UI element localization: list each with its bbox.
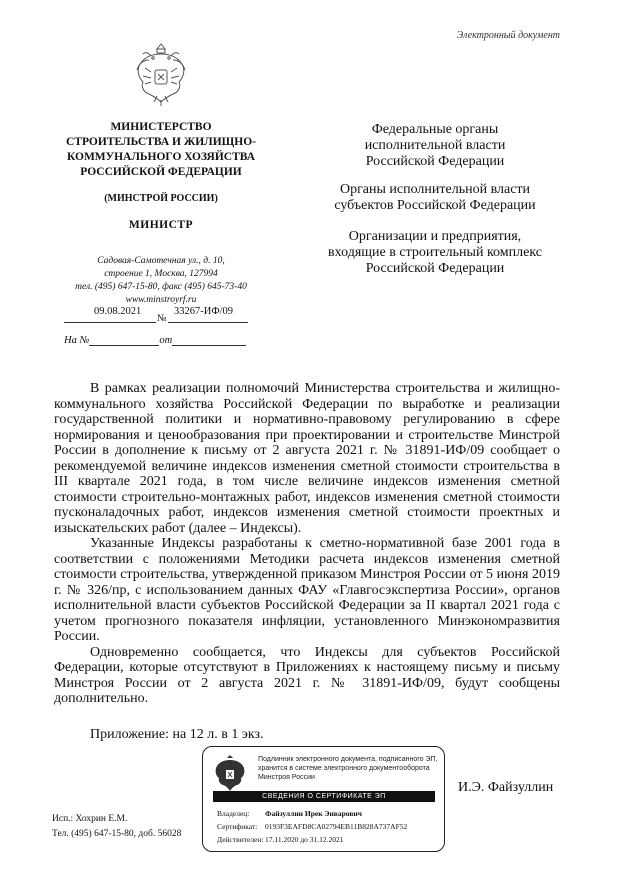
date-underline — [64, 322, 156, 323]
addressee-line: Организации и предприятия, — [348, 229, 522, 244]
owner-label: Владелец: — [217, 809, 250, 818]
number-sign: № — [157, 313, 167, 324]
reply-prefix: На № — [64, 335, 90, 346]
addressee-line: исполнительной власти — [364, 138, 506, 153]
addressee-line: субъектов Российской Федерации — [334, 198, 536, 213]
reply-number-blank — [89, 334, 159, 346]
ministry-title — [52, 120, 270, 180]
ministry-title-line: КОММУНАЛЬНОГО ХОЗЯЙСТВА — [66, 151, 256, 163]
signature-emblem-icon — [213, 753, 247, 793]
executor-phone: Тел. (495) 647-15-80, доб. 56028 — [52, 829, 182, 839]
ministry-title-line: РОССИЙСКОЙ ФЕДЕРАЦИИ — [80, 166, 242, 178]
reply-from: от — [159, 335, 173, 346]
validity-label: Действителен: — [217, 835, 264, 844]
letter-body — [54, 381, 560, 707]
registration-number: 33267-ИФ/09 — [174, 306, 234, 317]
addressee-organizations — [300, 229, 570, 277]
certificate-header: СВЕДЕНИЯ О СЕРТИФИКАТЕ ЭП — [213, 791, 435, 802]
certificate-label: Сертификат: — [217, 822, 258, 831]
executor-name: Исп.: Хохрин Е.М. — [52, 814, 128, 824]
body-paragraph: В рамках реализации полномочий Министерства строительства и жилищно-коммунального хозяйства Российской Федерации по выработке и реализации государственной политики и нормативно-правовому регулированию в сфере нормирования и ценообразования при проектировании и строительстве Минстрой России в дополнение к письму от 2 августа 2021 г. № 31891-ИФ/09 сообщает о рекомендуемой величине индексов изменения сметной стоимости строительства в III квартале 2021 года, в том числе величине индексов изменения сметной стоимости строительно-монтажных работ, индексов изменения сметной стоимости пусконаладочных работ, индексов изменения сметной стоимости проектных и изыскательских работ (далее – Индексы). — [54, 381, 560, 536]
address-line: тел. (495) 647-15-80, факс (495) 645-73-40 — [75, 282, 247, 292]
ministry-title-line: СТРОИТЕЛЬСТВА И ЖИЛИЩНО- — [66, 136, 256, 148]
addressee-line: Российской Федерации — [365, 154, 505, 169]
ministry-title-line: МИНИСТЕРСТВО — [110, 121, 212, 133]
attachment-note: Приложение: на 12 л. в 1 экз. — [90, 727, 264, 742]
body-paragraph: Указанные Индексы разработаны к сметно-нормативной базе 2001 года в соответствии с положениями Методики расчета индексов изменения сметной стоимости строительства, утвержденной приказом Минстроя России от 5 июня 2019 г. № 326/пр, с использованием данных ФАУ «Главгосэкспертиза России», органов исполнительной власти субъектов Российской Федерации за II квартал 2021 года с учетом прогнозного показателя инфляции, установленного Минэкономразвития России. — [54, 536, 560, 644]
website-text: www.minstroyrf.ru — [125, 295, 197, 305]
executor-info — [52, 812, 181, 842]
ministry-address — [52, 255, 270, 307]
addressee-line: Российской Федерации — [365, 261, 505, 276]
coat-of-arms-icon — [133, 40, 189, 108]
position-title: МИНИСТР — [128, 219, 194, 231]
registration-date: 09.08.2021 — [94, 306, 142, 317]
addressee-federal — [300, 122, 570, 170]
number-underline — [168, 322, 248, 323]
certificate-id: 0193F3EAFD8CA02794EB11B828A737AF52 — [265, 822, 408, 831]
signer-name: И.Э. Файзуллин — [458, 780, 554, 795]
addressee-regional — [300, 182, 570, 214]
body-paragraph: Одновременно сообщается, что Индексы для субъектов Российской Федерации, которые отсутствуют в Приложениях к настоящему письму и письму Минстроя России от 2 августа 2021 г. № 31891-ИФ/09, будут сообщены дополнительно. — [54, 644, 560, 706]
electronic-document-label: Электронный документ — [456, 30, 560, 41]
ministry-short-name: (МИНСТРОЙ РОССИИ) — [104, 193, 218, 204]
owner-name: Файзуллин Ирек Энварович — [265, 809, 362, 818]
addressee-line: Органы исполнительной власти — [339, 182, 531, 197]
addressee-line: Федеральные органы — [371, 122, 499, 137]
reply-date-blank — [172, 334, 246, 346]
certificate-details — [217, 807, 407, 846]
signature-note: Подлинник электронного документа, подписанного ЭП, хранится в системе электронного документооборота Минстроя России — [258, 756, 438, 781]
addressee-line: входящие в строительный комплекс — [328, 245, 542, 260]
validity-period: 17.11.2020 до 31.12.2021 — [265, 835, 344, 844]
address-line: Садовая-Самотечная ул., д. 10, — [97, 256, 225, 266]
reply-reference-row — [64, 334, 246, 346]
address-line: строение 1, Москва, 127994 — [104, 269, 218, 279]
electronic-signature-stamp — [202, 746, 445, 852]
